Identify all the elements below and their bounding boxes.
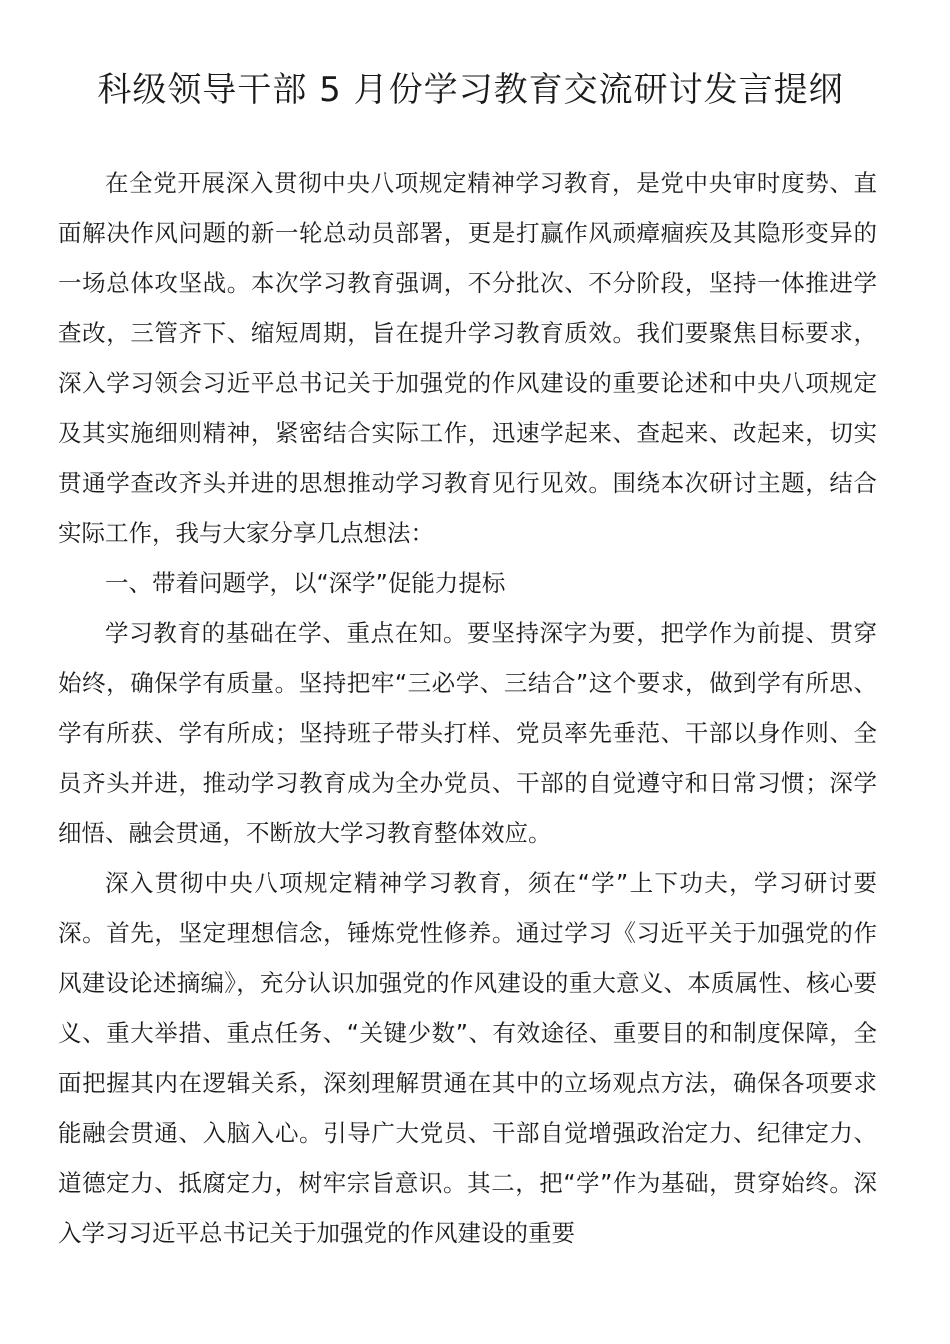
body-paragraph: 深入贯彻中央八项规定精神学习教育，须在“学”上下功夫，学习研讨要深。首先，坚定理想信念，锤炼党性修养。通过学习《习近平关于加强党的作风建设论述摘编》，充分认识加强党的作风建设的重大意义、本质属性、核心要义、重大举措、重点任务、“关键少数”、有效途径、重要目的和制度保障，全面把握其内在逻辑关系，深刻理解贯通在其中的立场观点方法，确保各项要求能融会贯通、入脑入心。引导广大党员、干部自觉增强政治定力、纪律定力、道德定力、抵腐定力，树牢宗旨意识。其二，把“学”作为基础，贯穿始终。深入学习习近平总书记关于加强党的作风建设的重要 xyxy=(58,869,877,1247)
section-heading: 一、带着问题学，以“深学”促能力提标 xyxy=(105,569,506,597)
document-body xyxy=(58,158,877,1258)
body-paragraph: 学习教育的基础在学、重点在知。要坚持深字为要，把学作为前提、贯穿始终，确保学有质量。坚持把牢“三必学、三结合”这个要求，做到学有所思、学有所获、学有所成；坚持班子带头打样、党员率先垂范、干部以身作则、全员齐头并进，推动学习教育成为全办党员、干部的自觉遵守和日常习惯；深学细悟、融会贯通，不断放大学习教育整体效应。 xyxy=(58,619,877,847)
document-title: 科级领导干部 5 月份学习教育交流研讨发言提纲 xyxy=(97,70,844,110)
body-paragraph: 在全党开展深入贯彻中央八项规定精神学习教育，是党中央审时度势、直面解决作风问题的新一轮总动员部署，更是打赢作风顽瘴痼疾及其隐形变异的一场总体攻坚战。本次学习教育强调，不分批次、不分阶段，坚持一体推进学查改，三管齐下、缩短周期，旨在提升学习教育质效。我们要聚焦目标要求，深入学习领会习近平总书记关于加强党的作风建设的重要论述和中央八项规定及其实施细则精神，紧密结合实际工作，迅速学起来、查起来、改起来，切实贯通学查改齐头并进的思想推动学习教育见行见效。围绕本次研讨主题，结合实际工作，我与大家分享几点想法： xyxy=(58,169,877,547)
